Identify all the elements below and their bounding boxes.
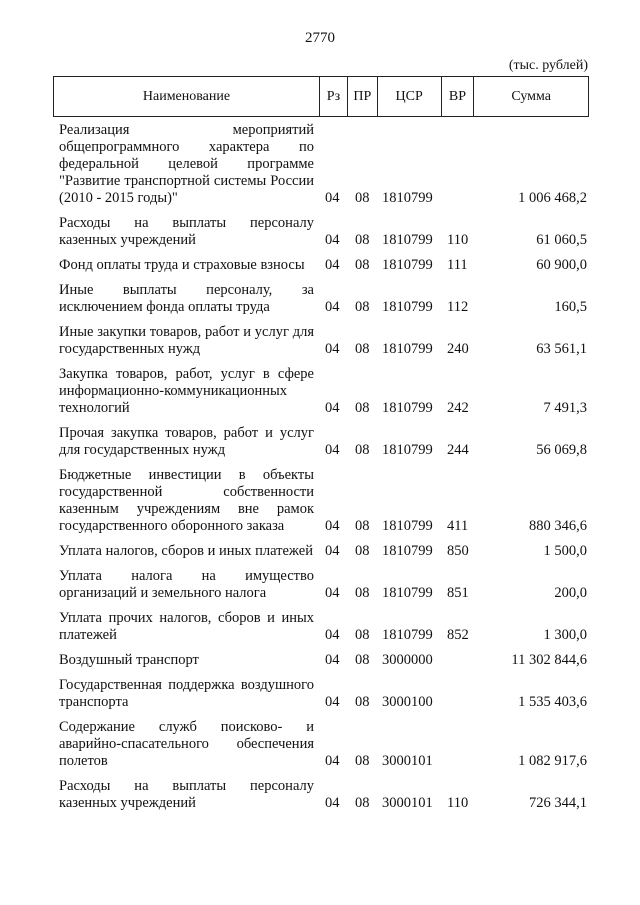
table-row <box>59 568 587 602</box>
table-row <box>59 282 587 316</box>
row-vr: 112 <box>447 299 469 315</box>
row-vr: 852 <box>447 627 469 643</box>
row-csr: 1810799 <box>382 442 433 458</box>
row-pr: 08 <box>355 341 370 357</box>
row-sum: 1 300,0 <box>543 627 587 643</box>
table-row <box>59 543 587 560</box>
row-sum: 61 060,5 <box>536 232 587 248</box>
row-pr: 08 <box>355 627 370 643</box>
header-rz: Рз <box>320 77 348 116</box>
row-rz: 04 <box>325 442 340 458</box>
row-rz: 04 <box>325 518 340 534</box>
row-sum: 200,0 <box>554 585 587 601</box>
row-sum: 63 561,1 <box>536 341 587 357</box>
row-csr: 1810799 <box>382 190 433 206</box>
row-csr: 1810799 <box>382 299 433 315</box>
row-csr: 1810799 <box>382 257 433 273</box>
table-row <box>59 215 587 249</box>
row-rz: 04 <box>325 627 340 643</box>
row-rz: 04 <box>325 341 340 357</box>
row-pr: 08 <box>355 795 370 811</box>
header-csr: ЦСР <box>378 77 442 116</box>
table-row <box>59 122 587 207</box>
header-vr: ВР <box>442 77 475 116</box>
row-sum: 1 500,0 <box>543 543 587 559</box>
row-name: Фонд оплаты труда и страховые взносы <box>59 257 305 273</box>
row-name: Закупка товаров, работ, услуг в сфере информационно-коммуникационных технологий <box>59 366 314 416</box>
row-name: Расходы на выплаты персоналу казенных учреждений <box>59 215 314 248</box>
row-rz: 04 <box>325 543 340 559</box>
header-name: Наименование <box>54 77 320 116</box>
row-name: Иные выплаты персоналу, за исключением фонда оплаты труда <box>59 282 314 315</box>
row-csr: 3000101 <box>382 795 433 811</box>
row-pr: 08 <box>355 299 370 315</box>
page-number: 2770 <box>305 30 335 46</box>
row-csr: 1810799 <box>382 627 433 643</box>
row-name: Иные закупки товаров, работ и услуг для государственных нужд <box>59 324 314 357</box>
row-rz: 04 <box>325 585 340 601</box>
table-row <box>59 719 587 770</box>
row-name: Уплата налогов, сборов и иных платежей <box>59 543 313 559</box>
row-pr: 08 <box>355 232 370 248</box>
table-row <box>59 652 587 669</box>
row-name: Бюджетные инвестиции в объекты государственной собственности казенным учреждениям вне рамок государственного оборонного заказа <box>59 467 314 534</box>
table-row <box>59 425 587 459</box>
row-sum: 56 069,8 <box>536 442 587 458</box>
row-pr: 08 <box>355 518 370 534</box>
row-csr: 3000100 <box>382 694 433 710</box>
row-sum: 60 900,0 <box>536 257 587 273</box>
row-rz: 04 <box>325 232 340 248</box>
row-rz: 04 <box>325 795 340 811</box>
table-row <box>59 677 587 711</box>
row-name: Уплата прочих налогов, сборов и иных платежей <box>59 610 314 643</box>
row-sum: 1 006 468,2 <box>518 190 587 206</box>
row-rz: 04 <box>325 694 340 710</box>
row-name: Воздушный транспорт <box>59 652 199 668</box>
table-header <box>53 76 589 117</box>
row-pr: 08 <box>355 543 370 559</box>
row-vr: 110 <box>447 232 469 248</box>
row-sum: 7 491,3 <box>543 400 587 416</box>
row-vr: 242 <box>447 400 469 416</box>
row-rz: 04 <box>325 299 340 315</box>
row-rz: 04 <box>325 400 340 416</box>
row-pr: 08 <box>355 585 370 601</box>
row-pr: 08 <box>355 257 370 273</box>
row-vr: 411 <box>447 518 469 534</box>
row-sum: 726 344,1 <box>529 795 587 811</box>
row-sum: 880 346,6 <box>529 518 587 534</box>
table-row <box>59 257 587 274</box>
table-row <box>59 366 587 417</box>
row-csr: 1810799 <box>382 341 433 357</box>
row-pr: 08 <box>355 442 370 458</box>
row-name: Расходы на выплаты персоналу казенных учреждений <box>59 778 314 811</box>
row-vr: 244 <box>447 442 469 458</box>
row-vr: 240 <box>447 341 469 357</box>
row-name: Государственная поддержка воздушного транспорта <box>59 677 314 710</box>
row-sum: 1 082 917,6 <box>518 753 587 769</box>
row-csr: 1810799 <box>382 585 433 601</box>
table-row <box>59 778 587 812</box>
header-pr: ПР <box>348 77 378 116</box>
table-row <box>59 324 587 358</box>
row-vr: 850 <box>447 543 469 559</box>
row-name: Уплата налога на имущество организаций и земельного налога <box>59 568 314 601</box>
row-csr: 3000000 <box>382 652 433 668</box>
row-csr: 1810799 <box>382 232 433 248</box>
row-vr: 111 <box>447 257 468 273</box>
row-csr: 1810799 <box>382 400 433 416</box>
row-pr: 08 <box>355 400 370 416</box>
row-csr: 1810799 <box>382 518 433 534</box>
row-name: Прочая закупка товаров, работ и услуг для государственных нужд <box>59 425 314 458</box>
row-vr: 851 <box>447 585 469 601</box>
row-rz: 04 <box>325 257 340 273</box>
row-name: Реализация мероприятий общепрограммного характера по федеральной целевой программе "Развитие транспортной системы России (2010 - 2015 годы)" <box>59 122 314 206</box>
row-rz: 04 <box>325 190 340 206</box>
row-rz: 04 <box>325 753 340 769</box>
table-row <box>59 467 587 535</box>
table-body <box>59 122 587 820</box>
row-rz: 04 <box>325 652 340 668</box>
row-csr: 3000101 <box>382 753 433 769</box>
row-sum: 160,5 <box>554 299 587 315</box>
header-sum: Сумма <box>511 88 552 104</box>
row-csr: 1810799 <box>382 543 433 559</box>
row-pr: 08 <box>355 190 370 206</box>
row-sum: 1 535 403,6 <box>518 694 587 710</box>
units-label: (тыс. рублей) <box>508 58 588 73</box>
row-name: Содержание служб поисково- и аварийно-спасательного обеспечения полетов <box>59 719 314 769</box>
row-pr: 08 <box>355 652 370 668</box>
row-pr: 08 <box>355 694 370 710</box>
table-row <box>59 610 587 644</box>
row-vr: 110 <box>447 795 469 811</box>
row-pr: 08 <box>355 753 370 769</box>
row-sum: 11 302 844,6 <box>511 652 587 668</box>
